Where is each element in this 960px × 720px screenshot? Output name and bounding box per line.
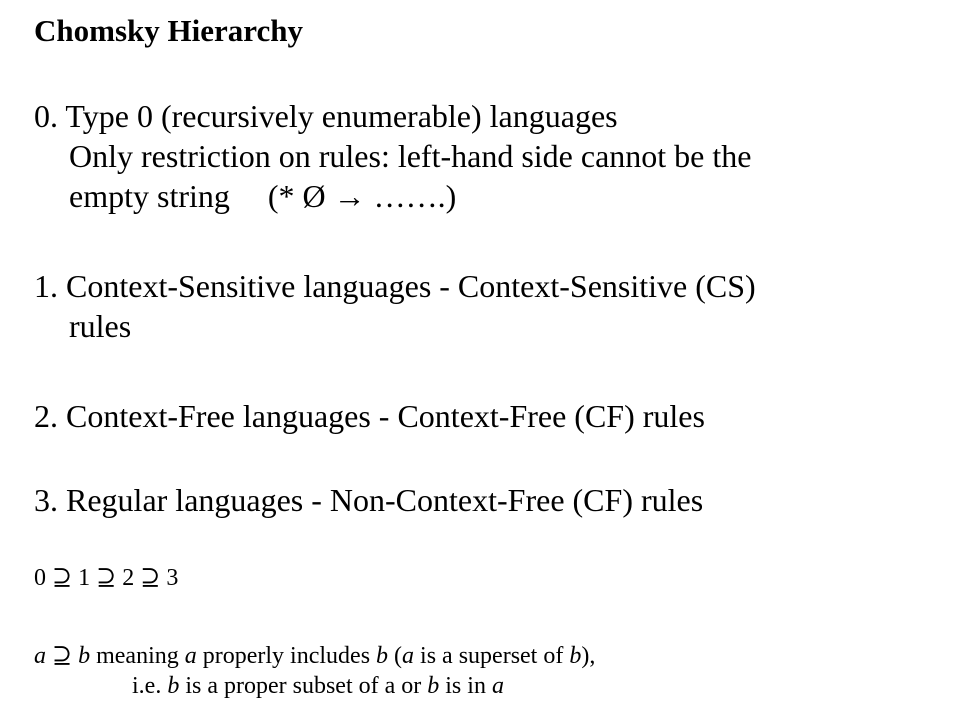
definition-text: ), — [581, 643, 596, 669]
item-type-1 — [34, 266, 756, 346]
definition-text: is a proper subset of a or — [185, 673, 422, 699]
definition-text: properly includes — [202, 643, 371, 669]
var-b: b — [167, 673, 180, 699]
var-b: b — [78, 643, 91, 669]
var-b: b — [569, 643, 582, 669]
definition-text: ( — [394, 643, 403, 669]
hierarchy-relation: 0 ⊇ 1 ⊇ 2 ⊇ 3 — [34, 565, 179, 591]
slide-title: Chomsky Hierarchy — [34, 13, 303, 48]
definition-line-1 — [34, 643, 595, 669]
item-type-3-heading: 3. Regular languages - Non-Context-Free (CF) rules — [34, 482, 704, 518]
item-type-0 — [34, 96, 751, 216]
definition-line-2 — [34, 673, 504, 699]
definition-text: is in — [445, 673, 486, 699]
var-a: a — [402, 643, 415, 669]
item-type-1-heading: 1. Context-Sensitive languages - Context-Sensitive (CS) — [34, 268, 756, 304]
definition-text: meaning — [96, 643, 179, 669]
definition-text: is a superset of — [420, 643, 564, 669]
superset-symbol: ⊇ — [52, 643, 73, 669]
definition-text: i.e. — [132, 673, 162, 699]
empty-string-text: empty string — [69, 178, 230, 214]
item-type-3 — [34, 480, 703, 520]
definition — [34, 641, 595, 701]
var-b: b — [376, 643, 389, 669]
var-a: a — [491, 673, 504, 699]
item-type-1-cont: rules — [69, 308, 132, 344]
var-a: a — [184, 643, 197, 669]
item-type-0-heading: 0. Type 0 (recursively enumerable) languages — [34, 98, 618, 134]
rule-example: (* Ø → …….) — [267, 178, 457, 214]
var-b: b — [427, 673, 440, 699]
item-type-0-desc-2 — [34, 176, 751, 216]
item-type-2-heading: 2. Context-Free languages - Context-Free (CF) rules — [34, 398, 705, 434]
item-type-2 — [34, 396, 705, 436]
item-type-0-desc-1: Only restriction on rules: left-hand side cannot be the — [69, 138, 752, 174]
var-a: a — [34, 643, 46, 669]
